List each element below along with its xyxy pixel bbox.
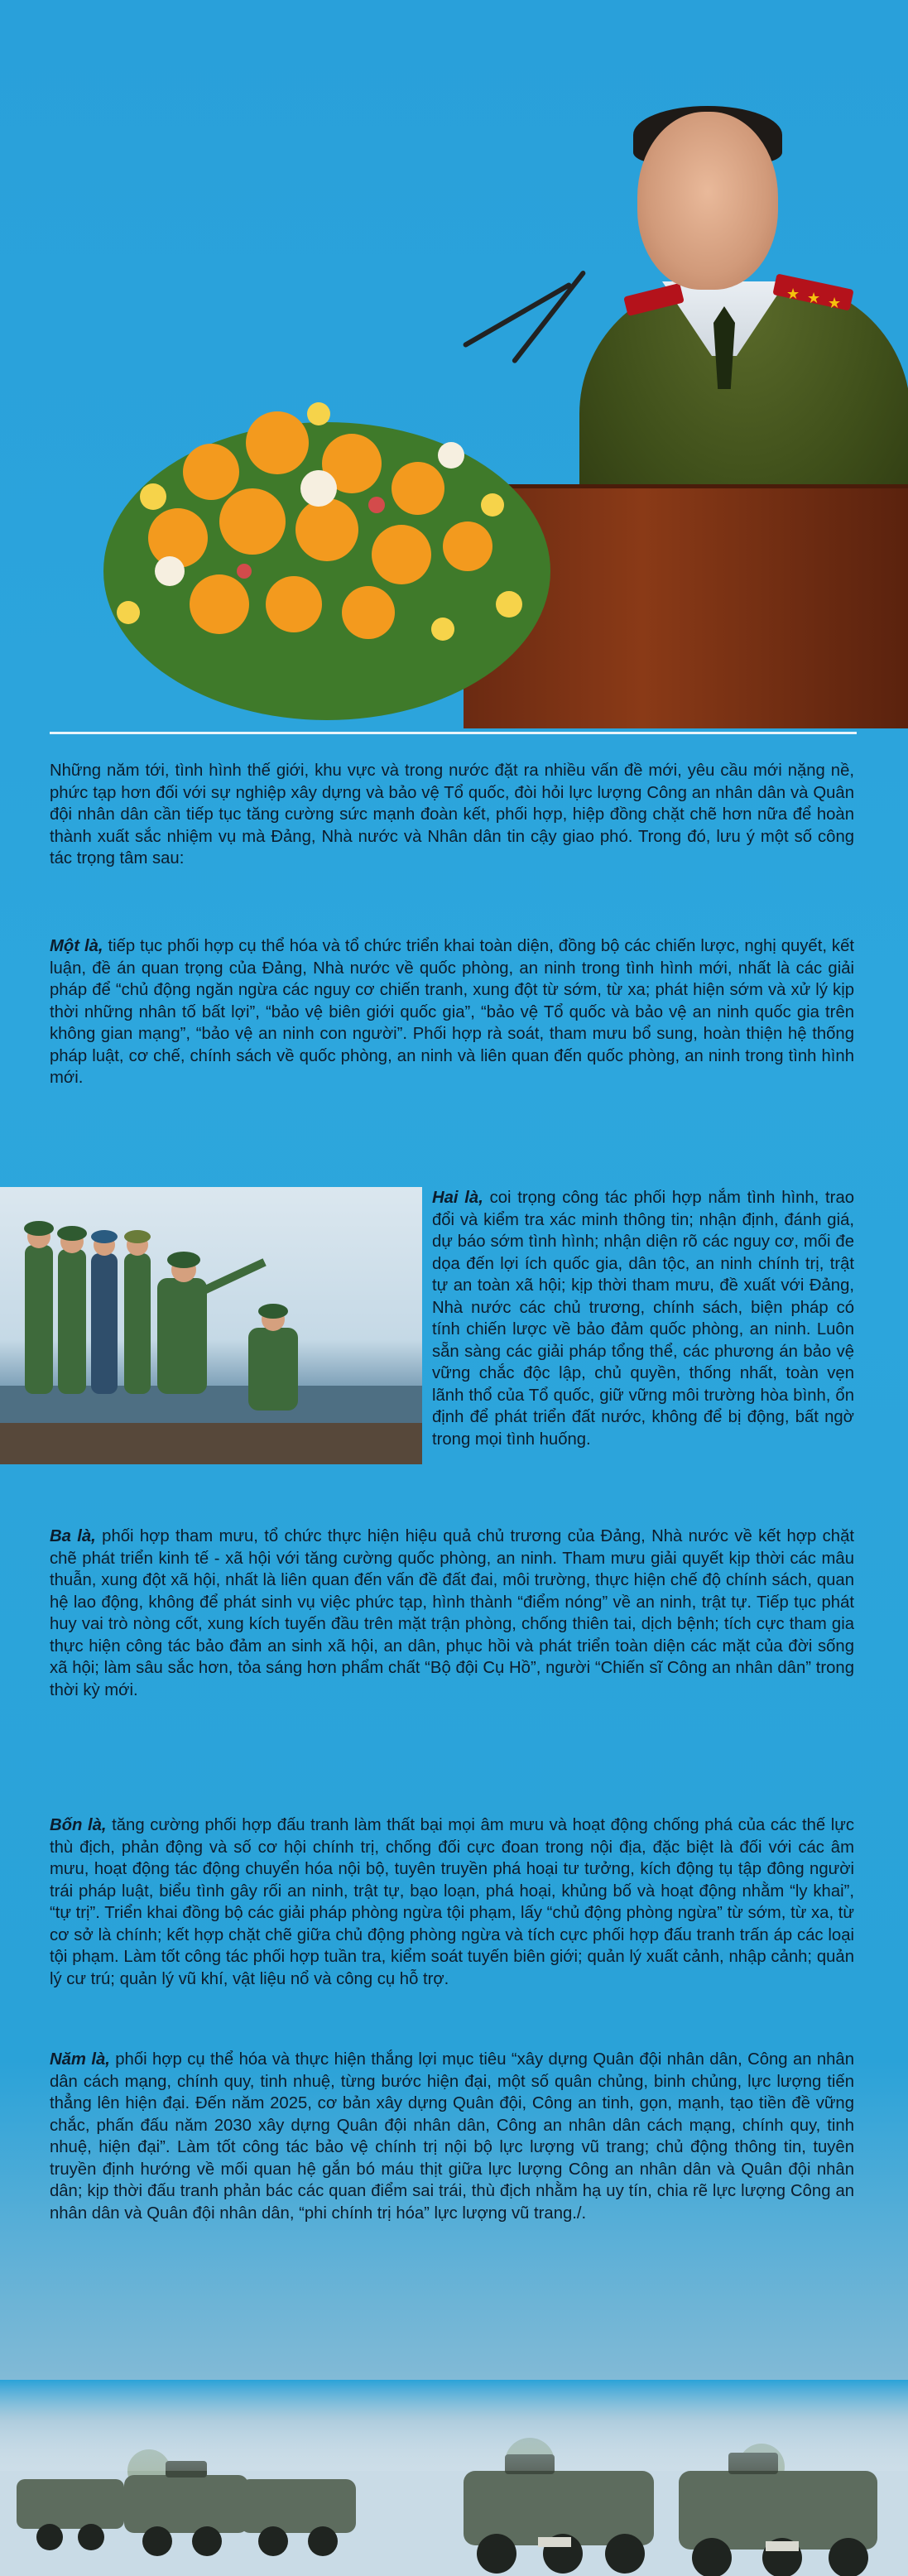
section-2-lead: Hai là, (432, 1189, 483, 1207)
section-5-body: phối hợp cụ thể hóa và thực hiện thắng lợi mục tiêu “xây dựng Quân đội nhân dân, Công an nhân dân cách mạng, chính quy, tinh nhuệ, từng bước hiện đại, một số quân chủng, binh chủng, lực lượng tiến thẳng lên hiện đại. Đến năm 2025, cơ bản xây dựng Quân đội, Công an tinh, gọn, mạnh, tạo tiền đề vững chắc, phấn đấu năm 2030 xây dựng Quân đội nhân dân, Công an nhân dân cách mạng, chính quy, tinh nhuệ, hiện đại”. Làm tốt công tác bảo vệ chính trị nội bộ lực lượng vũ trang; chủ động thông tin, tuyên truyền định hướng về mối quan hệ gắn bó máu thịt giữa lực lượng Công an nhân dân và Quân đội nhân dân; kịp thời đấu tranh phản bác các quan điểm sai trái, thù địch nhằm hạ uy tín, chia rẽ lực lượng Công an nhân dân và Quân đội nhân dân, “phi chính trị hóa” lực lượng vũ trang./. (50, 2050, 854, 2223)
microphone (463, 281, 573, 348)
star-icon: ★ (828, 295, 842, 311)
section-3 (50, 1526, 854, 1701)
section-3-lead: Ba là, (50, 1527, 96, 1545)
star-icon: ★ (786, 286, 800, 302)
section-3-body: phối hợp tham mưu, tổ chức thực hiện hiệu quả chủ trương của Đảng, Nhà nước về kết hợp chặt chẽ phát triển kinh tế - xã hội với tăng cường quốc phòng, an ninh. Tham mưu giải quyết kịp thời các mâu thuẫn, xung đột xã hội, nhất là liên quan đến vấn đề đất đai, môi trường, thực hiện chế độ chính sách, quan hệ lao động, không để phát sinh vụ việc phức tạp, hình thành “điểm nóng” về an ninh, trật tự. Tiếp tục phát huy vai trò nòng cốt, xung kích tuyến đầu trên mặt trận phòng, chống thiên tai, dịch bệnh; tích cực tham gia thực hiện công tác bảo đảm an sinh xã hội, an dân, phục hồi và phát triển toàn diện các mặt của đời sống xã hội; làm sâu sắc hơn, tỏa sáng hơn phẩm chất “Bộ đội Cụ Hồ”, người “Chiến sĩ Công an nhân dân” trong thời kỳ mới. (50, 1527, 854, 1699)
star-icon: ★ (807, 290, 821, 306)
intro-paragraph: Những năm tới, tình hình thế giới, khu vực và trong nước đặt ra nhiều vấn đề mới, yêu cầu mới nặng nề, phức tạp hơn đối với sự nghiệp xây dựng và bảo vệ Tổ quốc, đòi hỏi lực lượng Công an nhân dân và Quân đội nhân dân cần tiếp tục tăng cường sức mạnh đoàn kết, phối hợp, hiệp đồng chặt chẽ hơn nữa để hoàn thành xuất sắc nhiệm vụ mà Đảng, Nhà nước và Nhân dân tin cậy giao phó. Trong đó, lưu ý một số công tác trọng tâm sau: (50, 762, 854, 867)
soldiers-photo (0, 1187, 422, 1464)
soldiers-illustration (0, 1187, 422, 1464)
section-1-body: tiếp tục phối hợp cụ thể hóa và tổ chức triển khai toàn diện, đồng bộ các chiến lược, nghị quyết, kết luận, đề án quan trọng của Đảng, Nhà nước về quốc phòng, an ninh trong tình hình mới, nhất là các giải pháp để “chủ động ngăn ngừa các nguy cơ chiến tranh, xung đột từ sớm, từ xa; phát hiện sớm và xử lý kịp thời những nhân tố bất lợi”, “bảo vệ biên giới quốc gia”, “bảo vệ Tổ quốc và bảo vệ an ninh quốc gia trên không gian mạng”, “bảo vệ an ninh con người”. Phối hợp rà soát, tham mưu bổ sung, hoàn thiện hệ thống pháp luật, cơ chế, chính sách về quốc phòng, an ninh và liên quan đến quốc phòng, an ninh trong tình hình mới. (50, 937, 854, 1087)
section-2-body: coi trọng công tác phối hợp nắm tình hình, trao đổi và kiểm tra xác minh thông tin; nhận định, đánh giá, dự báo sớm tình hình; nhận diện rõ các nguy cơ, mối đe dọa đến lợi ích quốc gia, dân tộc, an ninh chính trị, trật tự an toàn xã hội; kịp thời tham mưu, đề xuất với Đảng, Nhà nước các chủ trương, chính sách, biện pháp có tính chiến lược về bảo đảm quốc phòng, an ninh. Luôn sẵn sàng các giải pháp tổng thể, các phương án bảo vệ vững chắc độc lập, chủ quyền, thống nhất, toàn vẹn lãnh thổ của Tổ quốc, giữ vững môi trường hòa bình, ổn định để phát triển đất nước, không để bị động, bất ngờ trong mọi tình huống. (432, 1189, 854, 1449)
officer-head (637, 112, 778, 290)
microphone (512, 270, 587, 364)
section-5 (50, 2049, 854, 2224)
vehicles-illustration (0, 2380, 908, 2576)
section-4-lead: Bốn là, (50, 1816, 107, 1834)
armored-vehicles-photo (0, 2380, 908, 2576)
divider-line (50, 732, 857, 734)
section-2 (432, 1187, 854, 1450)
hero-photo (0, 0, 908, 728)
section-5-lead: Năm là, (50, 2050, 110, 2069)
section-1 (50, 935, 854, 1089)
section-4-body: tăng cường phối hợp đấu tranh làm thất bại mọi âm mưu và hoạt động chống phá của các thế lực thù địch, phản động và số cơ hội chính trị, chống đối cực đoan trong nội địa, đặc biệt là đối với các âm mưu, hoạt động tác động chuyển hóa nội bộ, tuyên truyền phá hoại tư tưởng, kích động tụ tập đông người trái pháp luật, biểu tình gây rối an ninh, trật tự, bạo loạn, phá hoại, khủng bố và hoạt động nhằm “ly khai”, “tự trị”. Triển khai đồng bộ các giải pháp phòng ngừa tội phạm, lấy “chủ động phòng ngừa” từ sớm, từ xa, từ cơ sở là chính; kết hợp chặt chẽ giữa chủ động phòng ngừa và tích cực phối hợp đấu tranh trấn áp các loại tội phạm. Làm tốt công tác phối hợp tuần tra, kiểm soát tuyến biên giới; quản lý xuất cảnh, nhập cảnh; quản lý cư trú; quản lý vũ khí, vật liệu nổ và công cụ hỗ trợ. (50, 1816, 854, 1988)
section-1-lead: Một là, (50, 937, 103, 955)
flower-bouquet (79, 364, 575, 728)
section-4 (50, 1814, 854, 1990)
